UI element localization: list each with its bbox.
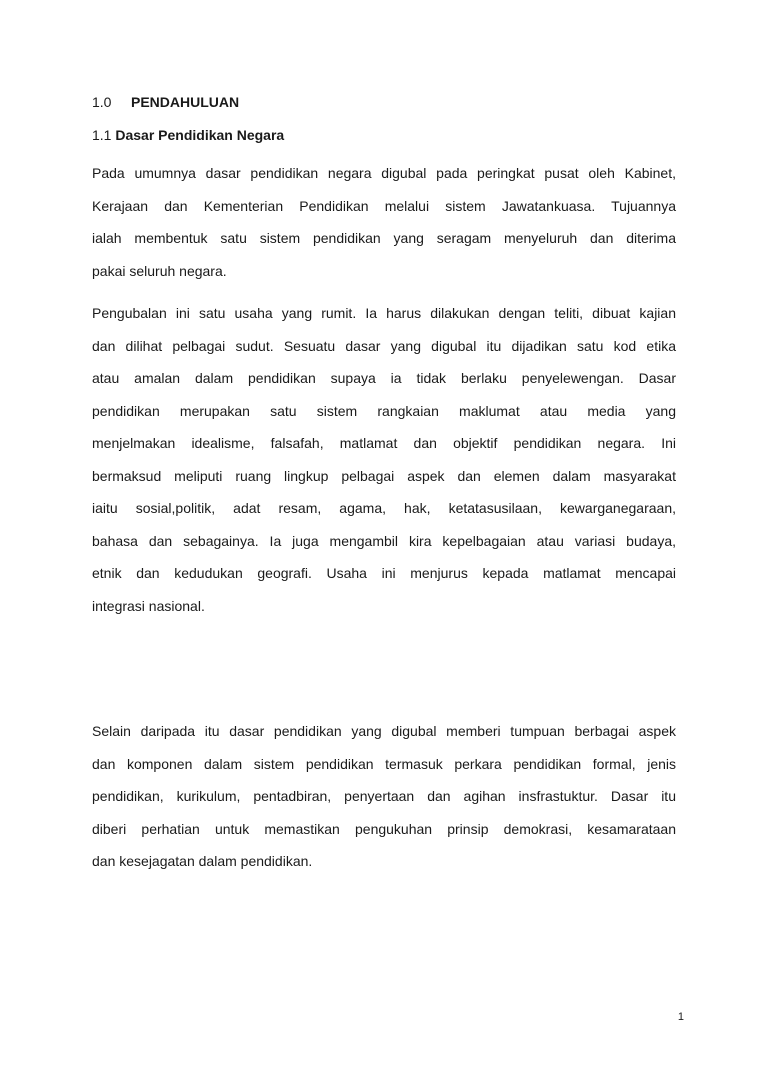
paragraph-line: pendidikan, kurikulum, pentadbiran, penyertaan dan agihan insfrastuktur. Dasar itu <box>92 788 676 804</box>
paragraph-line: bahasa dan sebagainya. Ia juga mengambil kira kepelbagaian atau variasi budaya, <box>92 532 676 549</box>
paragraph-line: integrasi nasional. <box>92 597 205 614</box>
paragraph-line: diberi perhatian untuk memastikan pengukuhan prinsip demokrasi, kesamarataan <box>92 820 676 837</box>
paragraph-line: pendidikan merupakan satu sistem rangkaian maklumat atau media yang <box>92 402 676 419</box>
paragraph-line: Pada umumnya dasar pendidikan negara digubal pada peringkat pusat oleh Kabinet, <box>92 165 676 181</box>
subsection-number: 1.1 <box>92 127 112 143</box>
subsection-title: Dasar Pendidikan Negara <box>115 127 285 143</box>
paragraph-line: etnik dan kedudukan geografi. Usaha ini menjurus kepada matlamat mencapai <box>92 565 676 581</box>
paragraph-3 <box>92 715 676 878</box>
paragraph-line: Kerajaan dan Kementerian Pendidikan melalui sistem Jawatankuasa. Tujuannya <box>92 197 676 214</box>
paragraph-line: dan kesejagatan dalam pendidikan. <box>92 853 313 869</box>
page-number: 1 <box>677 1011 684 1023</box>
paragraph-line: menjelmakan idealisme, falsafah, matlamat dan objektif pendidikan negara. Ini <box>92 435 676 451</box>
paragraph-line: Pengubalan ini satu usaha yang rumit. Ia harus dilakukan dengan teliti, dibuat kajian <box>92 305 676 321</box>
paragraph-line: iaitu sosial,politik, adat resam, agama, hak, ketatasusilaan, kewarganegaraan, <box>92 500 676 516</box>
paragraph-line: bermaksud meliputi ruang lingkup pelbagai aspek dan elemen dalam masyarakat <box>92 467 676 484</box>
paragraph-line: ialah membentuk satu sistem pendidikan yang seragam menyeluruh dan diterima <box>92 230 676 246</box>
paragraph-2 <box>92 297 676 622</box>
paragraph-line: dan dilihat pelbagai sudut. Sesuatu dasar yang digubal itu dijadikan satu kod etika <box>92 337 676 354</box>
section-title: PENDAHULUAN <box>131 94 240 110</box>
section-number: 1.0 <box>92 94 112 110</box>
section-heading <box>92 93 239 111</box>
paragraph-line: Selain daripada itu dasar pendidikan yang digubal memberi tumpuan berbagai aspek <box>92 723 676 739</box>
paragraph-line: pakai seluruh negara. <box>92 262 227 279</box>
paragraph-line: dan komponen dalam sistem pendidikan termasuk perkara pendidikan formal, jenis <box>92 755 676 772</box>
paragraph-1 <box>92 157 676 287</box>
paragraph-line: atau amalan dalam pendidikan supaya ia tidak berlaku penyelewengan. Dasar <box>92 370 676 386</box>
subsection-heading <box>92 126 284 144</box>
